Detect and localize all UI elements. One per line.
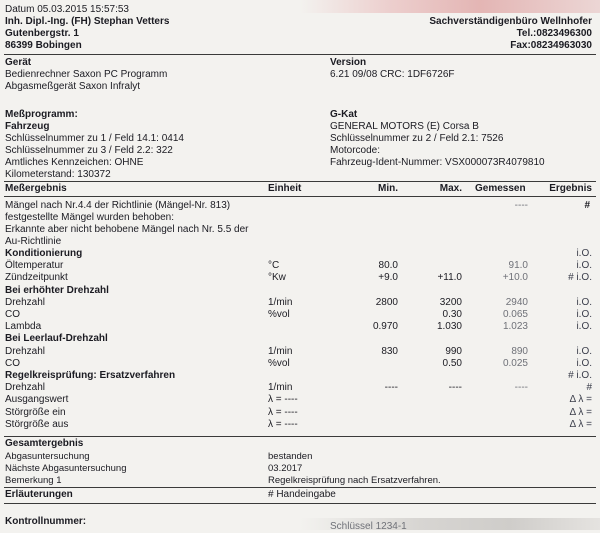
row-ergebnis: Δ λ = <box>569 406 592 418</box>
letterhead-logo-band <box>300 0 600 13</box>
kontroll-divider <box>4 503 596 504</box>
row-label: Lambda <box>5 321 42 333</box>
owner-city: 86399 Bobingen <box>5 40 82 51</box>
erlaeuterungen-divider <box>4 487 596 488</box>
owner-name: Inh. Dipl.-Ing. (FH) Stephan Vetters <box>5 16 170 27</box>
gesamt-label: Abgasuntersuchung <box>5 451 90 462</box>
company-tel: Tel.:0823496300 <box>516 28 592 39</box>
fahrzeug-heading: Fahrzeug <box>5 121 50 132</box>
row-label: Bei Leerlauf-Drehzahl <box>5 333 108 345</box>
row-label: Ausgangswert <box>5 394 69 406</box>
report-date: Datum 05.03.2015 15:57:53 <box>5 4 129 15</box>
geraet-heading: Gerät <box>5 57 32 68</box>
maengel-gemessen: ---- <box>514 200 528 211</box>
row-min: 0.970 <box>372 321 398 333</box>
geraet-line-1: Bedienrechner Saxon PC Programm <box>5 69 168 80</box>
row-gemessen: ---- <box>514 382 528 394</box>
row-einheit: %vol <box>268 309 290 320</box>
table-header-divider <box>4 196 596 197</box>
row-max: 0.50 <box>442 357 462 369</box>
row-ergebnis: # i.O. <box>568 370 592 381</box>
row-max: 0.30 <box>442 309 462 320</box>
row-gemessen: +10.0 <box>502 272 528 284</box>
fahrzeug-line: Schlüsselnummer zu 3 / Feld 2.2: 322 <box>5 145 173 156</box>
row-einheit: λ = ---- <box>268 418 298 430</box>
row-einheit: °C <box>268 260 280 272</box>
gesamt-value: 03.2017 <box>268 463 303 474</box>
row-label: Bei erhöhter Drehzahl <box>5 284 109 296</box>
row-min: 2800 <box>375 296 398 308</box>
row-label: Zündzeitpunkt <box>5 272 68 284</box>
row-einheit: λ = ---- <box>268 394 298 406</box>
kontrollnummer-heading: Kontrollnummer: <box>5 516 87 527</box>
geraet-line-2: Abgasmeßgerät Saxon Infralyt <box>5 81 141 92</box>
version-heading: Version <box>330 57 367 68</box>
row-einheit: λ = ---- <box>268 406 298 418</box>
row-label: Regelkreisprüfung: Ersatzverfahren <box>5 370 176 381</box>
fahrzeug-line: Amtliches Kennzeichen: OHNE <box>5 157 144 168</box>
maengel-line: Erkannte aber nicht behobene Mängel nach Nr. 5.5 der <box>5 224 249 235</box>
row-max: 990 <box>445 345 462 357</box>
row-gemessen: 0.065 <box>502 309 528 320</box>
fahrzeug-line: Schlüsselnummer zu 1 / Feld 14.1: 0414 <box>5 133 184 144</box>
row-label: CO <box>5 357 20 369</box>
erlaeuterungen-value: # Handeingabe <box>268 489 336 500</box>
row-ergebnis: # <box>586 382 592 394</box>
messprogramm-heading: Meßprogramm: <box>5 109 78 120</box>
gesamt-value: bestanden <box>268 451 313 462</box>
erlaeuterungen-heading: Erläuterungen <box>5 489 73 500</box>
table-top-divider <box>4 181 596 182</box>
col-header-min: Min. <box>378 183 398 194</box>
col-header-einheit: Einheit <box>268 183 302 194</box>
row-max: 3200 <box>439 296 462 308</box>
header-divider <box>4 54 596 55</box>
row-einheit: 1/min <box>268 296 293 308</box>
row-ergebnis: i.O. <box>576 260 592 272</box>
row-label: Öltemperatur <box>5 260 64 272</box>
row-gemessen: 1.023 <box>502 321 528 333</box>
row-label: Störgröße ein <box>5 406 66 418</box>
row-einheit: %vol <box>268 357 290 369</box>
row-ergebnis: i.O. <box>576 248 592 259</box>
gesamt-label: Nächste Abgasuntersuchung <box>5 463 127 474</box>
row-gemessen: 91.0 <box>508 260 528 272</box>
row-einheit: 1/min <box>268 382 293 394</box>
row-label: Drehzahl <box>5 382 46 394</box>
owner-street: Gutenbergstr. 1 <box>5 28 79 39</box>
gesamt-heading: Gesamtergebnis <box>5 438 84 449</box>
col-header-ergebnis: Ergebnis <box>549 183 592 194</box>
col-header-gemessen: Gemessen <box>475 183 526 194</box>
row-ergebnis: i.O. <box>576 296 592 308</box>
company-name: Sachverständigenbüro Wellnhofer <box>429 16 592 27</box>
gkat-heading: G-Kat <box>330 109 358 120</box>
row-ergebnis: Δ λ = <box>569 418 592 430</box>
row-einheit: °Kw <box>268 272 286 284</box>
maengel-line: festgestellte Mängel wurden behoben: <box>5 212 175 223</box>
row-label: Drehzahl <box>5 345 46 357</box>
gesamt-value: Regelkreisprüfung nach Ersatzverfahren. <box>268 475 441 486</box>
row-ergebnis: i.O. <box>576 345 592 357</box>
row-label: Störgröße aus <box>5 418 69 430</box>
row-min: 830 <box>381 345 398 357</box>
version-value: 6.21 09/08 CRC: 1DF6726F <box>330 69 455 80</box>
row-einheit: 1/min <box>268 345 293 357</box>
fahrzeug-line: Kilometerstand: 130372 <box>5 169 111 180</box>
col-header-messergebnis: Meßergebnis <box>5 183 67 194</box>
vehicle-line: Motorcode: <box>330 145 381 156</box>
row-ergebnis: # i.O. <box>568 272 592 284</box>
maengel-line: Mängel nach Nr.4.4 der Richtlinie (Mängel-Nr. 813) <box>5 200 231 211</box>
maengel-ergebnis: # <box>584 200 590 211</box>
kontrollnummer-value: Schlüssel 1234-1 <box>330 521 407 532</box>
gesamt-label: Bemerkung 1 <box>5 475 62 486</box>
vehicle-line: Schlüsselnummer zu 2 / Feld 2.1: 7526 <box>330 133 504 144</box>
row-label: CO <box>5 309 20 320</box>
col-header-max: Max. <box>439 183 462 194</box>
row-ergebnis: i.O. <box>576 321 592 333</box>
row-ergebnis: i.O. <box>576 357 592 369</box>
row-ergebnis: i.O. <box>576 309 592 320</box>
maengel-line: Au-Richtlinie <box>5 236 62 247</box>
gesamt-divider <box>4 436 596 437</box>
row-min: ---- <box>384 382 398 394</box>
row-label: Konditionierung <box>5 248 83 259</box>
row-gemessen: 890 <box>511 345 528 357</box>
row-max: 1.030 <box>436 321 462 333</box>
row-gemessen: 2940 <box>505 296 528 308</box>
row-max: ---- <box>448 382 462 394</box>
row-max: +11.0 <box>437 272 462 284</box>
company-fax: Fax:08234963030 <box>510 40 592 51</box>
row-min: +9.0 <box>378 272 398 284</box>
row-gemessen: 0.025 <box>502 357 528 369</box>
row-min: 80.0 <box>378 260 398 272</box>
row-ergebnis: Δ λ = <box>569 394 592 406</box>
vehicle-line: Fahrzeug-Ident-Nummer: VSX000073R4079810 <box>330 157 545 168</box>
vehicle-line: GENERAL MOTORS (E) Corsa B <box>330 121 479 132</box>
row-label: Drehzahl <box>5 296 46 308</box>
